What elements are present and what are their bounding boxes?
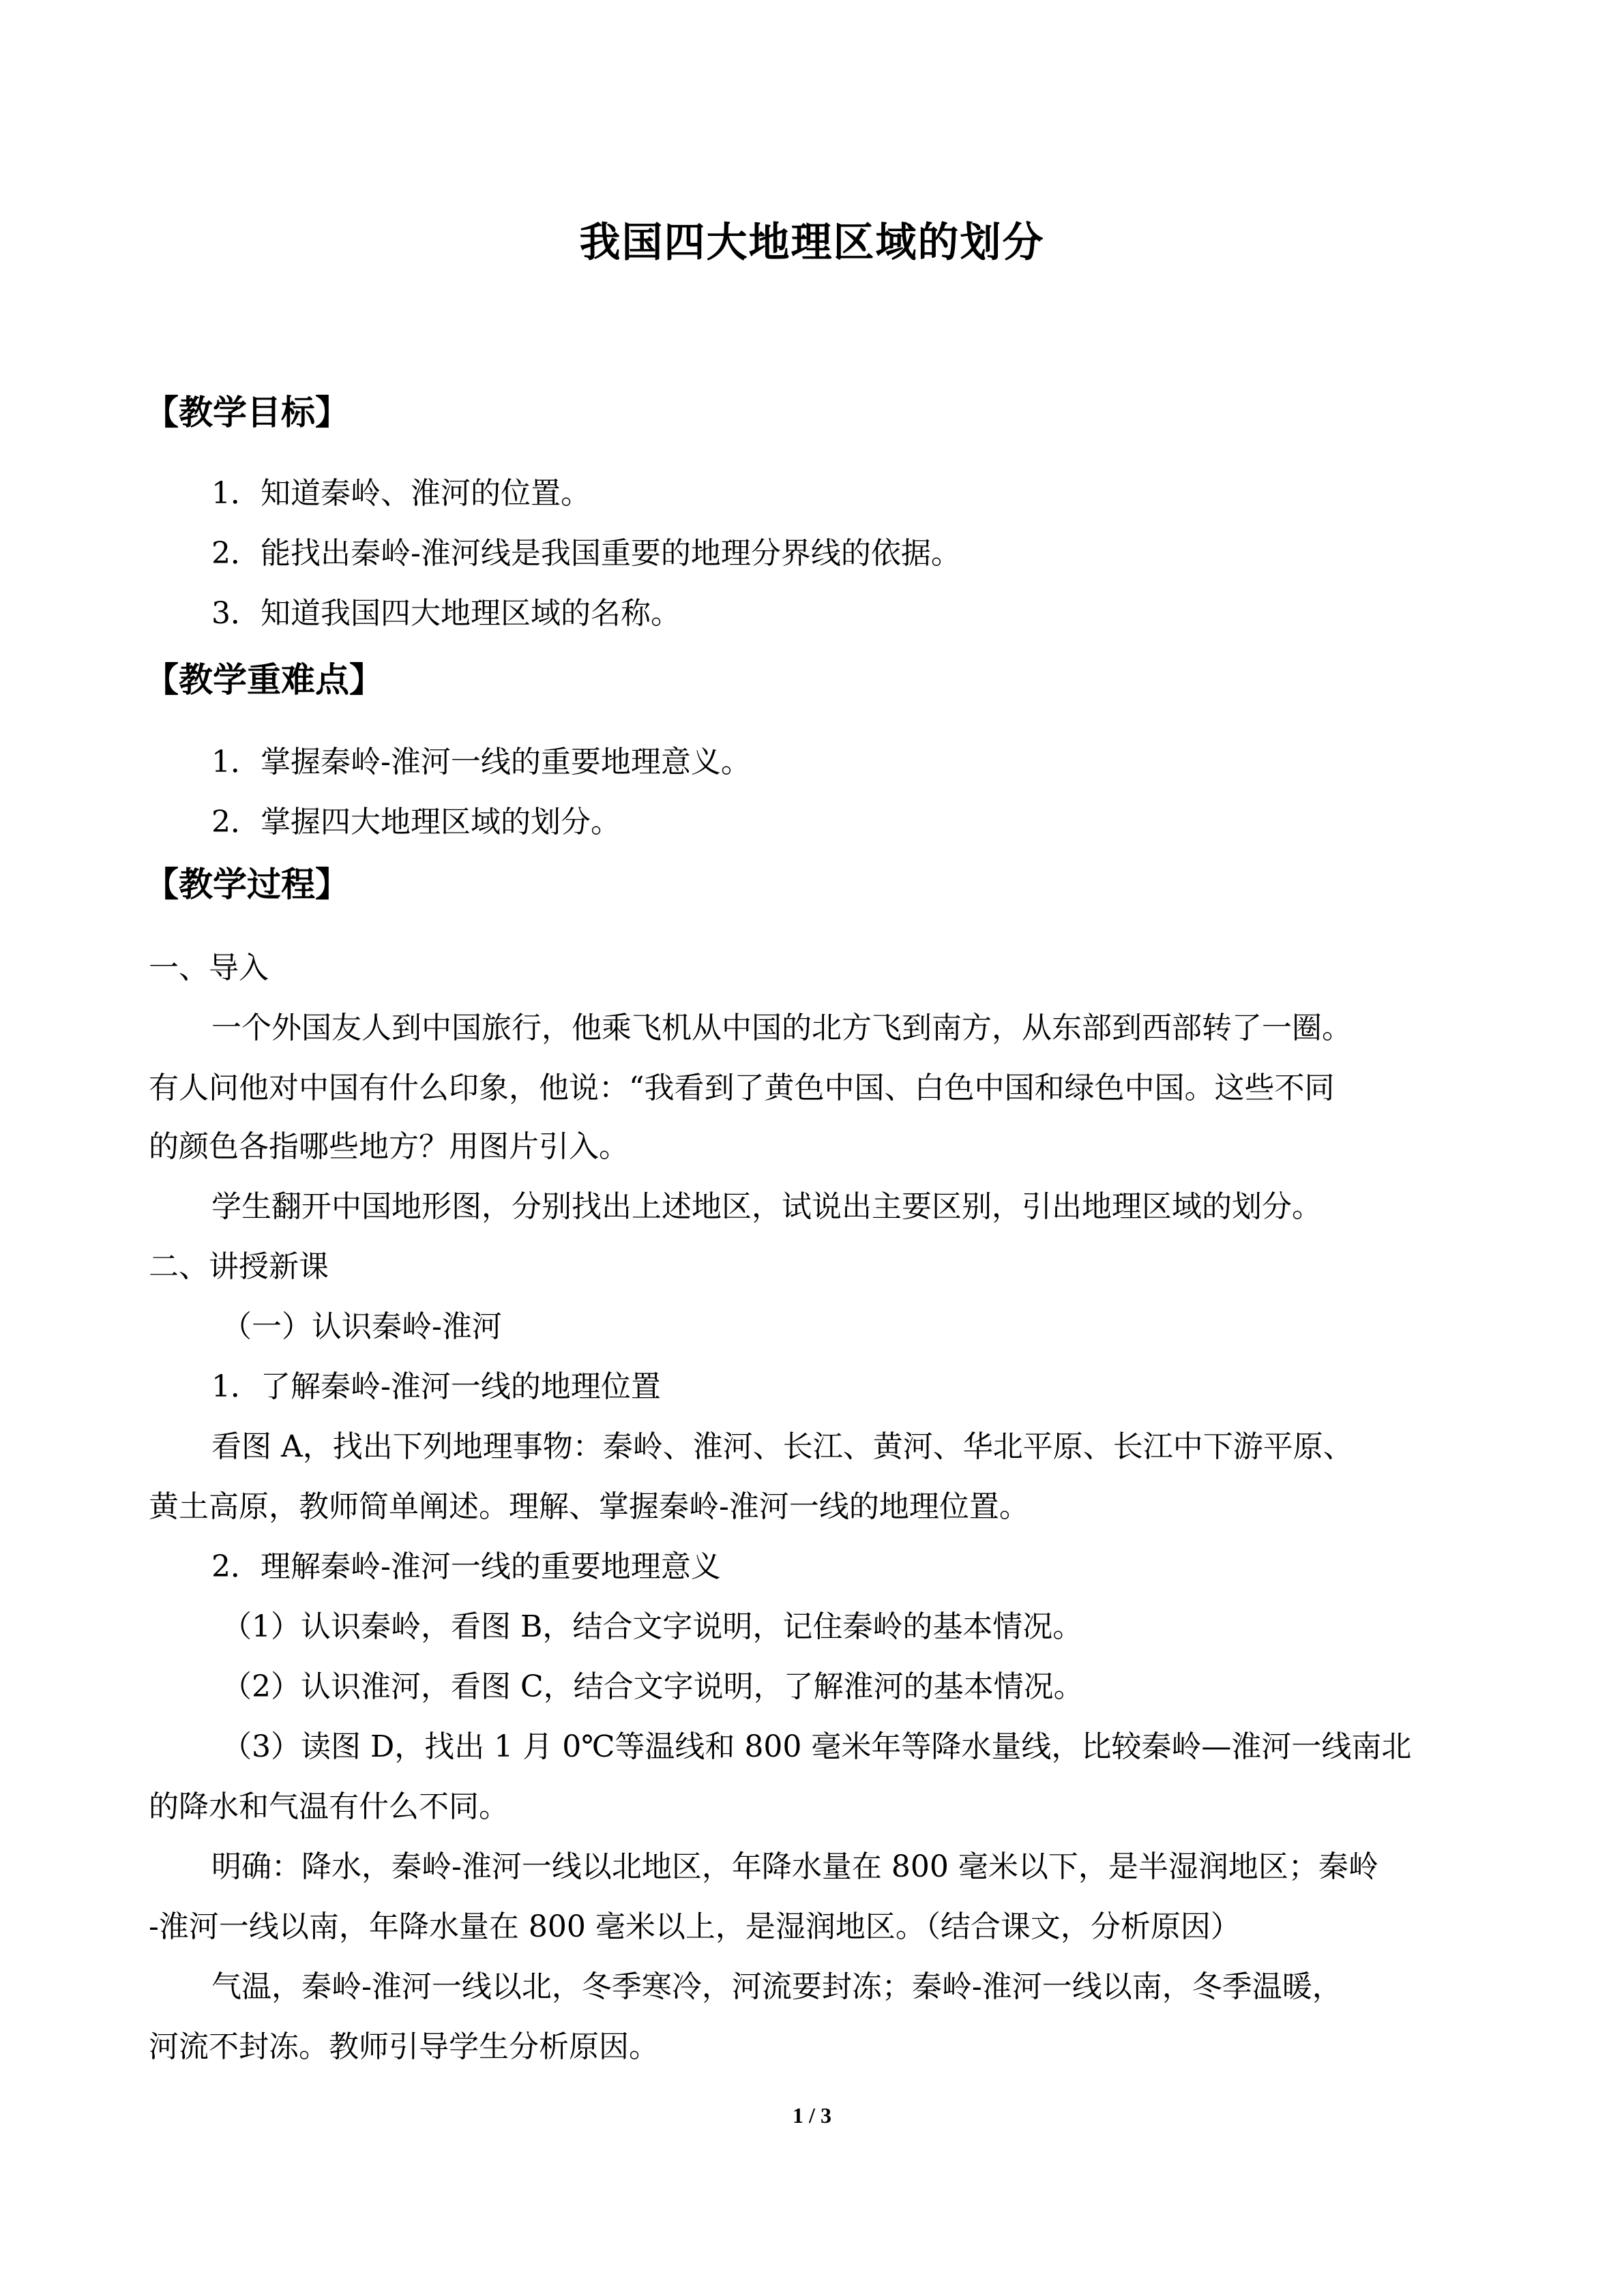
- document-title: 我国四大地理区域的划分: [579, 219, 1045, 267]
- key-point-item: 1．掌握秦岭-淮河一线的重要地理意义。: [211, 745, 751, 779]
- subsection-label: （一）认识秦岭-淮河: [222, 1309, 502, 1344]
- subsection-item: 2．理解秦岭-淮河一线的重要地理意义: [211, 1549, 721, 1584]
- paragraph-line: 明确：降水，秦岭-淮河一线以北地区，年降水量在 800 毫米以下，是半湿润地区；秦岭: [211, 1849, 1378, 1884]
- section-heading-objectives: 【教学目标】: [145, 393, 349, 432]
- objective-item: 3．知道我国四大地理区域的名称。: [211, 596, 681, 631]
- paragraph-line: 看图 A，找出下列地理事物：秦岭、淮河、长江、黄河、华北平原、长江中下游平原、: [211, 1429, 1353, 1464]
- paragraph-line: （2）认识淮河，看图 C，结合文字说明，了解淮河的基本情况。: [222, 1669, 1084, 1704]
- key-point-item: 2．掌握四大地理区域的划分。: [211, 805, 621, 839]
- paragraph-line: （3）读图 D，找出 1 月 0℃等温线和 800 毫米年等降水量线，比较秦岭—淮河一线南北: [222, 1729, 1412, 1764]
- paragraph-line: （1）认识秦岭，看图 B，结合文字说明，记住秦岭的基本情况。: [222, 1609, 1083, 1644]
- paragraph-line: 气温，秦岭-淮河一线以北，冬季寒冷，河流要封冻；秦岭-淮河一线以南，冬季温暖，: [211, 1969, 1342, 2004]
- paragraph-line: -淮河一线以南，年降水量在 800 毫米以上，是湿润地区。（结合课文，分析原因）: [149, 1909, 1241, 1944]
- section-label-new-lesson: 二、讲授新课: [149, 1249, 329, 1284]
- paragraph-line: 的颜色各指哪些地方？用图片引入。: [149, 1129, 629, 1164]
- section-heading-process: 【教学过程】: [145, 865, 349, 904]
- paragraph-line: 学生翻开中国地形图，分别找出上述地区，试说出主要区别，引出地理区域的划分。: [211, 1189, 1322, 1224]
- section-heading-key-points: 【教学重难点】: [145, 660, 383, 700]
- paragraph-line: 一个外国友人到中国旅行，他乘飞机从中国的北方飞到南方，从东部到西部转了一圈。: [211, 1011, 1352, 1045]
- page-number: 1 / 3: [793, 2103, 831, 2128]
- subsection-item: 1．了解秦岭-淮河一线的地理位置: [211, 1369, 661, 1404]
- objective-item: 2．能找出秦岭-淮河线是我国重要的地理分界线的依据。: [211, 536, 961, 571]
- paragraph-line: 黄土高原，教师简单阐述。理解、掌握秦岭-淮河一线的地理位置。: [149, 1489, 1029, 1524]
- paragraph-line: 有人问他对中国有什么印象，他说：“我看到了黄色中国、白色中国和绿色中国。这些不同: [149, 1071, 1335, 1105]
- paragraph-line: 河流不封冻。教师引导学生分析原因。: [149, 2029, 659, 2064]
- paragraph-line: 的降水和气温有什么不同。: [149, 1789, 509, 1824]
- section-label-intro: 一、导入: [149, 951, 269, 985]
- objective-item: 1．知道秦岭、淮河的位置。: [211, 476, 591, 511]
